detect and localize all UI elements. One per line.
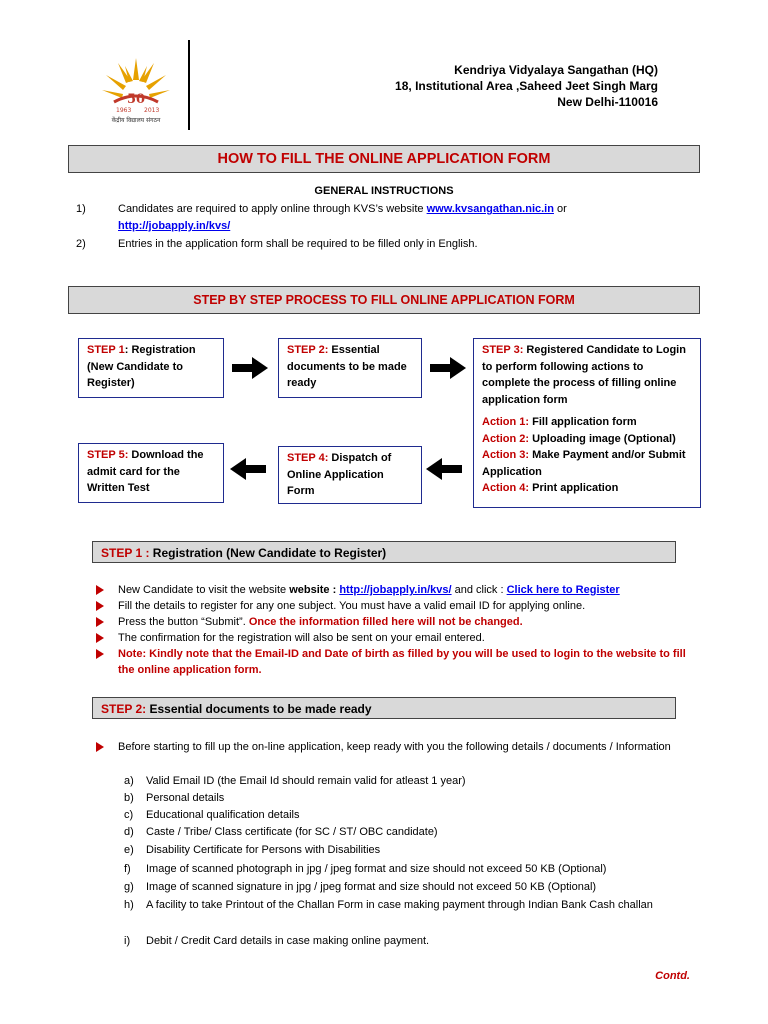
document-item-letter: a) bbox=[124, 775, 134, 787]
contd-label: Contd. bbox=[655, 970, 690, 982]
step-text: Essential documents to be made ready bbox=[287, 344, 407, 389]
jobapply-link[interactable]: http://jobapply.in/kvs/ bbox=[339, 584, 452, 596]
jobapply-link[interactable]: http://jobapply.in/kvs/ bbox=[118, 220, 231, 232]
step1-bullet-2: Fill the details to register for any one subject. You must have a valid email ID for applying online. bbox=[118, 600, 586, 612]
document-item: Image of scanned signature in jpg / jpeg format and size should not exceed 50 KB (Optional) bbox=[146, 881, 597, 893]
step1-bullet-1: New Candidate to visit the website website : http://jobapply.in/kvs/ and click : Click here to Register bbox=[118, 584, 620, 596]
bullet-arrow-icon bbox=[96, 617, 104, 627]
bullet-arrow-icon bbox=[96, 585, 104, 595]
address-line-1: Kendriya Vidyalaya Sangathan (HQ) bbox=[454, 63, 658, 77]
arrow-right-icon bbox=[232, 357, 272, 379]
action-4: Action 4: Print application bbox=[482, 482, 619, 494]
step-title: Essential documents to be made ready bbox=[146, 702, 372, 716]
step-text: Registered Candidate to Login to perform following actions to complete the process of filling online application form bbox=[482, 344, 686, 406]
document-item-letter: h) bbox=[124, 899, 134, 911]
step-text: : Registration (New Candidate to Register) bbox=[87, 344, 196, 389]
logo-year-start: 1963 bbox=[116, 107, 132, 114]
header-divider bbox=[188, 40, 190, 130]
arrow-right-icon bbox=[430, 357, 470, 379]
step1-note: Note: Kindly note that the Email-ID and Date of birth as filled by you will be used to login to the website to fill the online application form. bbox=[118, 648, 686, 676]
flow-step-1 bbox=[78, 338, 224, 398]
flow-step-4 bbox=[278, 446, 422, 504]
step1-bullet-3: Press the button “Submit”. Once the information filled here will not be changed. bbox=[118, 616, 523, 628]
general-instructions-heading: GENERAL INSTRUCTIONS bbox=[314, 185, 454, 197]
step-label: STEP 5: bbox=[87, 449, 129, 461]
action-2: Action 2: Uploading image (Optional) bbox=[482, 432, 676, 445]
logo-year-end: 2013 bbox=[144, 107, 160, 114]
document-item: Valid Email ID (the Email Id should remain valid for atleast 1 year) bbox=[146, 775, 466, 787]
kvs-website-link[interactable]: www.kvsangathan.nic.in bbox=[426, 203, 554, 215]
step-label: STEP 3: bbox=[482, 344, 524, 356]
process-title: STEP BY STEP PROCESS TO FILL ONLINE APPLICATION FORM bbox=[68, 286, 700, 314]
arrow-left-icon bbox=[426, 458, 466, 480]
bullet-arrow-icon bbox=[96, 742, 104, 752]
kvs-logo bbox=[96, 50, 176, 130]
document-item: Personal details bbox=[146, 792, 225, 804]
flow-step-5 bbox=[78, 443, 224, 503]
page-title: HOW TO FILL THE ONLINE APPLICATION FORM bbox=[68, 145, 700, 173]
item-text: Entries in the application form shall be required to be filled only in English. bbox=[118, 238, 478, 250]
document-item: Caste / Tribe/ Class certificate (for SC / ST/ OBC candidate) bbox=[146, 826, 438, 838]
step-label: STEP 2: bbox=[101, 702, 147, 716]
step-label: STEP 1 bbox=[87, 344, 125, 356]
register-link[interactable]: Click here to Register bbox=[506, 584, 620, 596]
step2-intro: Before starting to fill up the on-line application, keep ready with you the following details / documents / Information bbox=[118, 741, 671, 753]
step-text: Download the admit card for the Written Test bbox=[87, 449, 204, 494]
arrow-left-icon bbox=[230, 458, 270, 480]
document-item: Image of scanned photograph in jpg / jpeg format and size should not exceed 50 KB (Optional) bbox=[146, 863, 607, 875]
document-item: Educational qualification details bbox=[146, 809, 300, 821]
document-item-letter: d) bbox=[124, 826, 134, 838]
bullet-arrow-icon bbox=[96, 649, 104, 659]
document-item: Disability Certificate for Persons with Disabilities bbox=[146, 844, 381, 856]
address-line-2: 18, Institutional Area ,Saheed Jeet Singh Marg bbox=[395, 79, 658, 93]
item-text: Candidates are required to apply online through KVS’s website bbox=[118, 203, 427, 215]
step2-header bbox=[92, 697, 676, 719]
address-line-3: New Delhi-110016 bbox=[557, 95, 658, 109]
document-item-letter: i) bbox=[124, 935, 131, 947]
step-label: STEP 4: bbox=[287, 452, 329, 464]
step-label: STEP 2: bbox=[287, 344, 329, 356]
step-title: Registration (New Candidate to Register) bbox=[149, 546, 387, 560]
document-item-letter: g) bbox=[124, 881, 134, 893]
header-address bbox=[395, 62, 658, 110]
step1-bullet-4: The confirmation for the registration will also be sent on your email entered. bbox=[118, 632, 485, 644]
item-or: or bbox=[553, 203, 567, 215]
step-label: STEP 1 : bbox=[101, 546, 150, 560]
document-item-letter: e) bbox=[124, 844, 134, 856]
item-number: 2) bbox=[76, 238, 86, 250]
general-item-1-cont bbox=[118, 218, 230, 234]
step-text: Dispatch of Online Application Form bbox=[287, 452, 392, 497]
bullet-arrow-icon bbox=[96, 633, 104, 643]
logo-50: 50 bbox=[126, 92, 146, 107]
document-item: Debit / Credit Card details in case making online payment. bbox=[146, 935, 430, 947]
item-number: 1) bbox=[76, 203, 86, 215]
flow-step-2 bbox=[278, 338, 422, 398]
document-item: A facility to take Printout of the Challan Form in case making payment through Indian Bank Cash challan bbox=[146, 899, 653, 911]
step1-header bbox=[92, 541, 676, 563]
document-item-letter: c) bbox=[124, 809, 134, 821]
document-item-letter: b) bbox=[124, 792, 134, 804]
document-item-letter: f) bbox=[124, 863, 131, 875]
action-3: Action 3: Make Payment and/or Submit Application bbox=[482, 449, 686, 478]
flow-step-3 bbox=[473, 338, 701, 508]
logo-caption: केंद्रीय विद्यालय संगठन bbox=[111, 117, 161, 124]
action-1: Action 1: Fill application form bbox=[482, 416, 637, 428]
bullet-arrow-icon bbox=[96, 601, 104, 611]
